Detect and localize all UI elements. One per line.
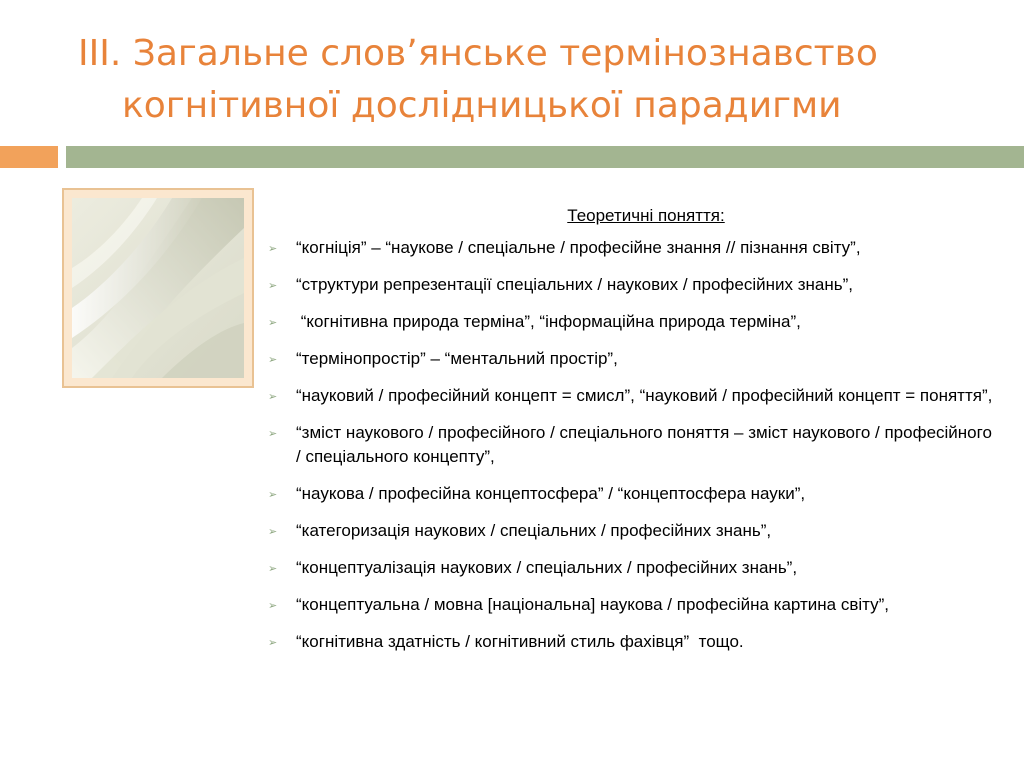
book-pages-illustration [72,198,244,378]
list-item-text: “концептуалізація наукових / спеціальних / професійних знань”, [296,558,798,577]
book-pages-image [62,188,254,388]
list-item [266,273,996,297]
list-item-text: “когнітивна здатність / когнітивний стиль фахівця” тощо. [296,632,744,651]
list-item-text: “категоризація наукових / спеціальних / професійних знань”, [296,521,772,540]
arrow-bullet-icon: ➢ [268,563,278,575]
list-item [266,347,996,371]
list-item [266,519,996,543]
slide-body [266,204,996,667]
arrow-bullet-icon: ➢ [268,280,278,292]
arrow-bullet-icon: ➢ [268,526,278,538]
list-item-text: “концептуальна / мовна [національна] наукова / професійна картина світу”, [296,595,890,614]
list-item [266,593,996,617]
arrow-bullet-icon: ➢ [268,600,278,612]
arrow-bullet-icon: ➢ [268,391,278,403]
list-item-text: “зміст наукового / професійного / спеціального поняття – зміст наукового / професійного / спеціального концепту”, [296,423,997,466]
list-item [266,384,996,408]
section-subtitle: Теоретичні поняття: [567,206,725,225]
arrow-bullet-icon: ➢ [268,317,278,329]
arrow-bullet-icon: ➢ [268,243,278,255]
concept-list [266,236,996,654]
list-item [266,310,996,334]
list-item-text: “наукова / професійна концептосфера” / “концептосфера науки”, [296,484,806,503]
arrow-bullet-icon: ➢ [268,489,278,501]
green-accent-bar [66,146,1024,168]
arrow-bullet-icon: ➢ [268,428,278,440]
list-item-text: “когнітивна природа терміна”, “інформаційна природа терміна”, [296,312,801,331]
list-item-text: “науковий / професійний концепт = смисл”, “науковий / професійний концепт = поняття”, [296,386,993,405]
arrow-bullet-icon: ➢ [268,354,278,366]
list-item-text: “когніція” – “наукове / спеціальне / професійне знання // пізнання світу”, [296,238,861,257]
orange-accent-bar [0,146,58,168]
list-item [266,630,996,654]
slide-title [78,28,978,132]
list-item [266,421,996,469]
slide-title-line-1: ІІІ. Загальне слов’янське термінознавство [78,33,878,74]
slide-title-line-2: когнітивної дослідницької парадигми [122,85,842,126]
list-item [266,556,996,580]
arrow-bullet-icon: ➢ [268,637,278,649]
list-item-text: “термінопростір” – “ментальний простір”, [296,349,618,368]
list-item-text: “структури репрезентації спеціальних / наукових / професійних знань”, [296,275,853,294]
list-item [266,482,996,506]
list-item [266,236,996,260]
